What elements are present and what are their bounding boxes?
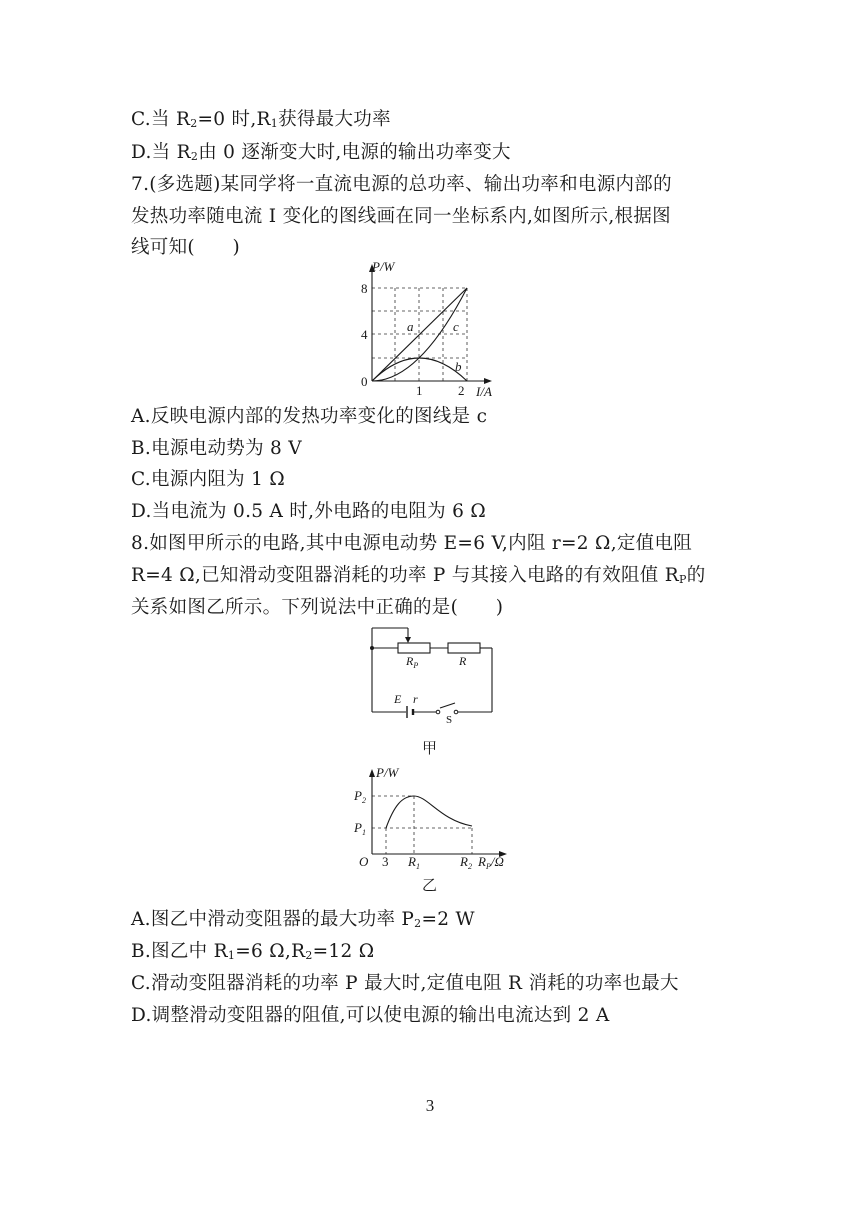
label-r: R <box>459 654 467 668</box>
question-8-line-1: 8.如图甲所示的电路,其中电源电动势 E=6 V,内阻 r=2 Ω,定值电阻 <box>131 533 693 554</box>
option-b-q7: B.电源电动势为 8 V <box>131 438 302 459</box>
y-axis-label: P/W <box>372 259 395 274</box>
curve-label-c: c <box>453 319 459 334</box>
y-tick-8: 8 <box>361 281 368 296</box>
option-a-q8: A.图乙中滑动变阻器的最大功率 $P_2=2$ W <box>131 909 475 930</box>
x-axis-label: I/A <box>476 384 492 398</box>
y-axis-label-2: P/W <box>376 765 399 780</box>
y-tick-p1: $P_1$ <box>354 820 366 837</box>
question-7-line-1: 7.(多选题)某同学将一直流电源的总功率、输出功率和电源内部的 <box>131 174 672 195</box>
option-c-q7: C.电源内阻为 1 Ω <box>131 469 286 490</box>
option-d-q8: D.调整滑动变阻器的阻值,可以使电源的输出电流达到 2 A <box>131 1005 610 1026</box>
page-number: 3 <box>425 1096 435 1115</box>
label-rp: $R_P$ <box>406 654 419 670</box>
curve-label-a: a <box>407 319 414 334</box>
y-tick-p2: $P_2$ <box>354 788 366 805</box>
label-internal-r: r <box>413 692 418 706</box>
origin-label: O <box>359 854 369 869</box>
power-resistance-graph <box>350 762 520 870</box>
caption-jia: 甲 <box>422 739 438 757</box>
question-8-line-2: R=4 Ω,已知滑动变阻器消耗的功率 P 与其接入电路的有效阻值 $R_P$的 <box>131 565 706 586</box>
y-tick-4: 4 <box>361 327 368 342</box>
label-e: E <box>394 692 402 706</box>
option-c-q8: C.滑动变阻器消耗的功率 P 最大时,定值电阻 R 消耗的功率也最大 <box>131 973 679 994</box>
label-switch: S <box>446 714 453 724</box>
curve-label-b: b <box>455 359 462 374</box>
x-tick-2: 2 <box>458 383 465 398</box>
option-d-q7: D.当电流为 0.5 A 时,外电路的电阻为 6 Ω <box>131 501 487 522</box>
question-8-line-3: 关系如图乙所示。下列说法中正确的是( ) <box>131 597 504 618</box>
power-current-graph <box>350 258 510 398</box>
option-b-q8: B.图乙中 $R_1=6$ $\Omega,R_2=12$ Ω <box>131 941 375 962</box>
x-tick-1: 1 <box>416 383 423 398</box>
x-tick-3: 3 <box>382 854 389 869</box>
y-tick-0: 0 <box>361 374 368 389</box>
caption-yi: 乙 <box>422 876 438 894</box>
option-d-q6: D.当 $R_2$由 0 逐渐变大时,电源的输出功率变大 <box>131 142 511 163</box>
x-tick-r1: $R_1$ <box>408 854 420 870</box>
question-7-line-3: 线可知( ) <box>131 237 241 258</box>
option-a-q7: A.反映电源内部的发热功率变化的图线是 c <box>131 406 488 427</box>
x-axis-label-2: $R_P/\Omega$ <box>478 854 504 870</box>
circuit-diagram <box>360 624 500 724</box>
x-tick-r2: $R_2$ <box>460 854 472 870</box>
question-7-line-2: 发热功率随电流 I 变化的图线画在同一坐标系内,如图所示,根据图 <box>131 206 671 227</box>
option-c-q6: C.当 $R_2=0$ 时$,R_1$获得最大功率 <box>131 109 391 130</box>
